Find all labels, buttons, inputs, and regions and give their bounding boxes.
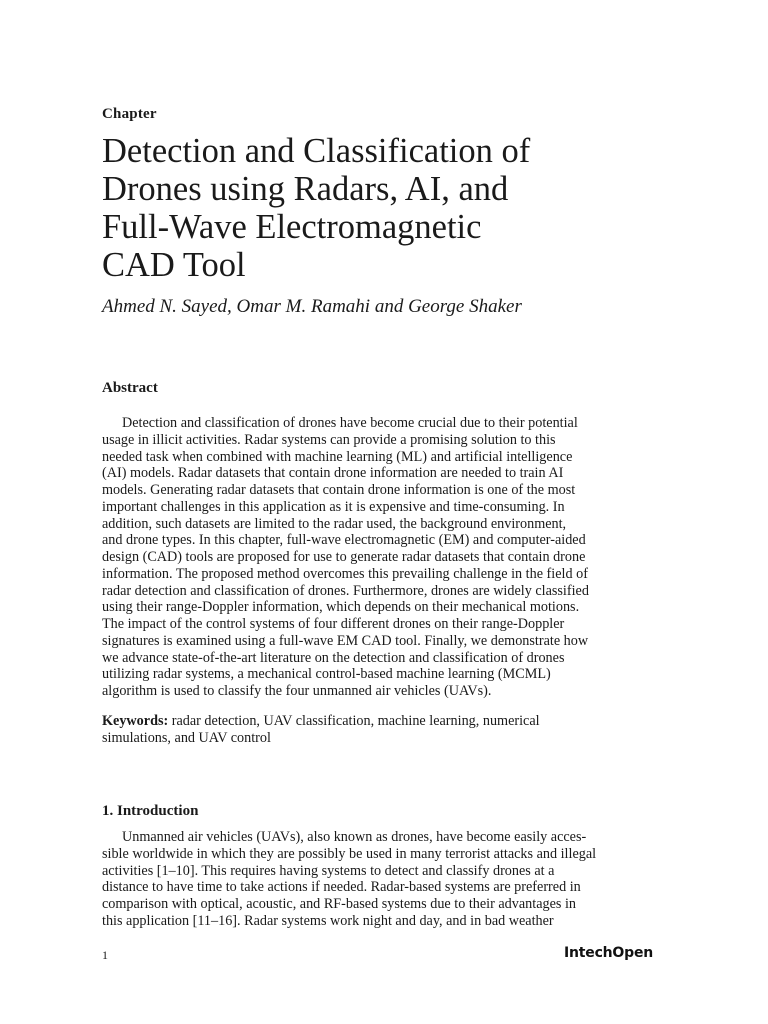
title-line: Detection and Classification of xyxy=(102,132,531,170)
introduction-paragraph xyxy=(102,829,662,930)
text-line: this application [11–16]. Radar systems work night and day, and in bad weather xyxy=(102,912,554,929)
keywords-label: Keywords: xyxy=(102,713,169,729)
title-line: Full-Wave Electromagnetic xyxy=(102,208,482,246)
text-line: radar detection and classification of drones. Furthermore, drones are widely classified xyxy=(102,582,589,599)
text-line: sible worldwide in which they are possibly be used in many terrorist attacks and illegal xyxy=(102,845,597,862)
text-line: The impact of the control systems of four different drones on their range-Doppler xyxy=(102,616,565,632)
chapter-title xyxy=(102,132,622,284)
text-line: addition, such datasets are limited to the radar used, the background environment, xyxy=(102,515,567,532)
text-line: models. Generating radar datasets that contain drone information is one of the most xyxy=(102,482,576,498)
text-line: activities [1–10]. This requires having systems to detect and classify drones at a xyxy=(102,862,555,879)
author-list: Ahmed N. Sayed, Omar M. Ramahi and George Shaker xyxy=(102,296,522,317)
text-line: algorithm is used to classify the four unmanned air vehicles (UAVs). xyxy=(102,683,492,699)
text-line: design (CAD) tools are proposed for use to generate radar datasets that contain drone xyxy=(102,549,586,565)
text-line: information. The proposed method overcomes this prevailing challenge in the field of xyxy=(102,565,588,582)
text-line: comparison with optical, acoustic, and RF-based systems due to their advantages in xyxy=(102,896,576,912)
text-line: we advance state-of-the-art literature on the detection and classification of drones xyxy=(102,649,565,666)
text-line: utilizing radar systems, a mechanical control-based machine learning (MCML) xyxy=(102,666,551,683)
text-line: important challenges in this application as it is expensive and time-consuming. In xyxy=(102,498,565,515)
text-line: needed task when combined with machine learning (ML) and artificial intelligence xyxy=(102,448,573,465)
keywords-paragraph xyxy=(102,713,662,747)
publisher-logo: IntechOpen xyxy=(564,945,654,961)
title-line: Drones using Radars, AI, and xyxy=(102,170,509,208)
text-line: usage in illicit activities. Radar systems can provide a promising solution to this xyxy=(102,431,556,448)
text-line: signatures is examined using a full-wave EM CAD tool. Finally, we demonstrate how xyxy=(102,632,589,649)
keywords-text: radar detection, UAV classification, machine learning, numerical xyxy=(168,713,540,729)
text-line: using their range-Doppler information, which depends on their mechanical motions. xyxy=(102,599,580,616)
chapter-label: Chapter xyxy=(102,106,157,122)
keywords-text: simulations, and UAV control xyxy=(102,729,271,746)
text-line: Unmanned air vehicles (UAVs), also known as drones, have become easily acces- xyxy=(122,829,587,845)
text-line: distance to have time to take actions if needed. Radar-based systems are preferred in xyxy=(102,879,581,896)
title-line: CAD Tool xyxy=(102,246,246,284)
text-line: Detection and classification of drones have become crucial due to their potential xyxy=(122,415,578,431)
abstract-paragraph xyxy=(102,415,662,700)
text-line: and drone types. In this chapter, full-wave electromagnetic (EM) and computer-aided xyxy=(102,532,586,549)
introduction-heading: 1. Introduction xyxy=(102,803,199,819)
abstract-heading: Abstract xyxy=(102,380,158,396)
page-number: 1 xyxy=(102,948,108,962)
text-line: (AI) models. Radar datasets that contain drone information are needed to train AI xyxy=(102,465,564,482)
keywords-line xyxy=(102,713,662,730)
